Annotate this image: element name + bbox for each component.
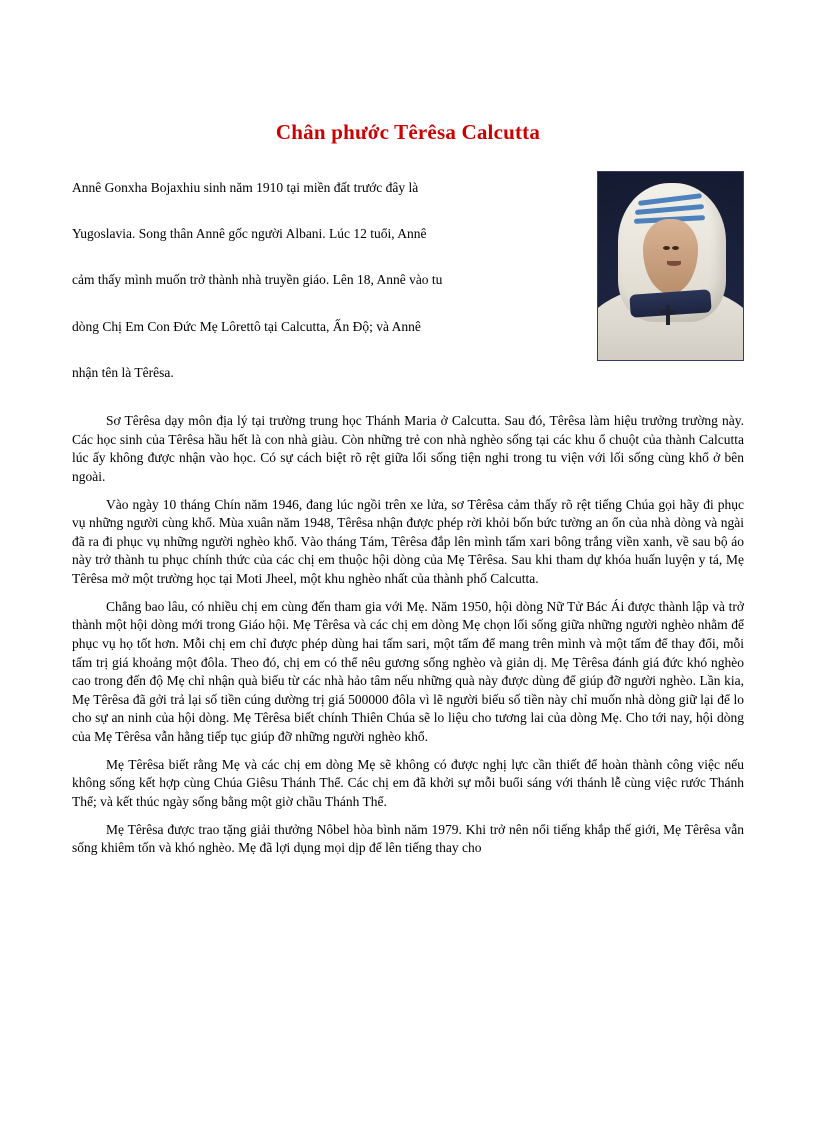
portrait-image [597, 171, 744, 361]
portrait-eye [672, 246, 679, 250]
intro-line: dòng Chị Em Con Đức Mẹ Lôrettô tại Calcutta, Ấn Độ; và Annê [72, 318, 421, 334]
portrait-eye [663, 246, 670, 250]
intro-line: cảm thấy mình muốn trở thành nhà truyền giáo. Lên 18, Annê vào tu [72, 272, 443, 288]
paragraph: Mẹ Têrêsa biết rằng Mẹ và các chị em dòng Mẹ sẽ không có được nghị lực cần thiết để hoàn thành công việc nếu không sống kết hợp cùng Chúa Giêsu Thánh Thể. Các chị em đã khởi sự mỗi buổi sáng với thánh lễ cùng việc rước Thánh Thể; và kết thúc ngày sống bằng một giờ chầu Thánh Thể. [72, 756, 744, 809]
veil-stripe [635, 204, 704, 215]
portrait-mouth [667, 261, 681, 266]
intro-line: Yugoslavia. Song thân Annê gốc người Albani. Lúc 12 tuổi, Annê [72, 226, 427, 242]
page-title: Chân phước Têrêsa Calcutta [275, 120, 541, 144]
crucifix-icon [666, 305, 670, 325]
paragraph: Chẳng bao lâu, có nhiều chị em cùng đến tham gia với Mẹ. Năm 1950, hội dòng Nữ Tử Bác Ái được thành lập và trở thành một hội dòng mới trong Giáo hội. Mẹ Têrêsa và các chị em dòng Mẹ chọn lối sống giữa những người nghèo nhằm để phục vụ họ tốt hơn. Mỗi chị em chỉ được phép dùng hai tấm sari, một tấm để mang trên mình và một tấm để thay đổi, mỗi tấm trị giá khoảng một đôla. Theo đó, chị em có thể nêu gương sống nghèo và giản dị. Mẹ Têrêsa đánh giá đức khó nghèo cao trong đến độ Mẹ chỉ nhận quà biếu từ các nhà hảo tâm nếu những quà này được dùng để giúp đỡ người nghèo. Lần kia, Mẹ Têrêsa đã gởi trả lại số tiền cúng dường trị giá 500000 đôla vì lẽ người biếu số tiền này chỉ muốn nhà dòng giữ lại để lo cho sự an ninh của hội dòng. Mẹ Têrêsa biết chính Thiên Chúa sẽ lo liệu cho tương lai của dòng Mẹ. Cho tới nay, hội dòng của Mẹ Têrêsa vẫn hằng tiếp tục giúp đỡ những người nghèo khổ. [72, 598, 744, 745]
paragraph: Mẹ Têrêsa được trao tặng giải thưởng Nôbel hòa bình năm 1979. Khi trở nên nổi tiếng khắp thế giới, Mẹ Têrêsa vẫn sống khiêm tốn và khó nghèo. Mẹ đã lợi dụng mọi dịp để lên tiếng thay cho [72, 821, 744, 856]
paragraph: Vào ngày 10 tháng Chín năm 1946, đang lúc ngồi trên xe lửa, sơ Têrêsa cảm thấy rõ rệt tiếng Chúa gọi hãy đi phục vụ những người cùng khổ. Mùa xuân năm 1948, Têrêsa nhận được phép rời khỏi bốn bức tường an ổn của nhà dòng và ngài đã ra đi phục vụ những người nghèo khổ. Vào tháng Tám, Têrêsa đắp lên mình tấm xari bông trắng viền xanh, về sau bộ áo này trở thành tu phục chính thức của các chị em thuộc hội dòng của Mẹ Têrêsa. Sau khi tham dự khóa huấn luyện y tá, Mẹ Têrêsa mở một trường học tại Moti Jheel, một khu nghèo nhất của thành phố Calcutta. [72, 496, 744, 587]
paragraph: Sơ Têrêsa dạy môn địa lý tại trường trung học Thánh Maria ở Calcutta. Sau đó, Têrêsa làm hiệu trưởng trường này. Các học sinh của Têrêsa hầu hết là con nhà giàu. Còn những trẻ con nhà nghèo sống tại các khu ổ chuột của thành Calcutta lúc ấy không được nhận vào học. Có sự cách biệt rõ rệt giữa lối sống tiện nghi trong tu viện với lối sống cùng khổ ở bên ngoài. [72, 413, 744, 484]
intro-line: Annê Gonxha Bojaxhiu sinh năm 1910 tại miền đất trước đây là [72, 180, 419, 195]
intro-line: nhận tên là Têrêsa. [72, 364, 174, 380]
body-block [72, 410, 744, 858]
